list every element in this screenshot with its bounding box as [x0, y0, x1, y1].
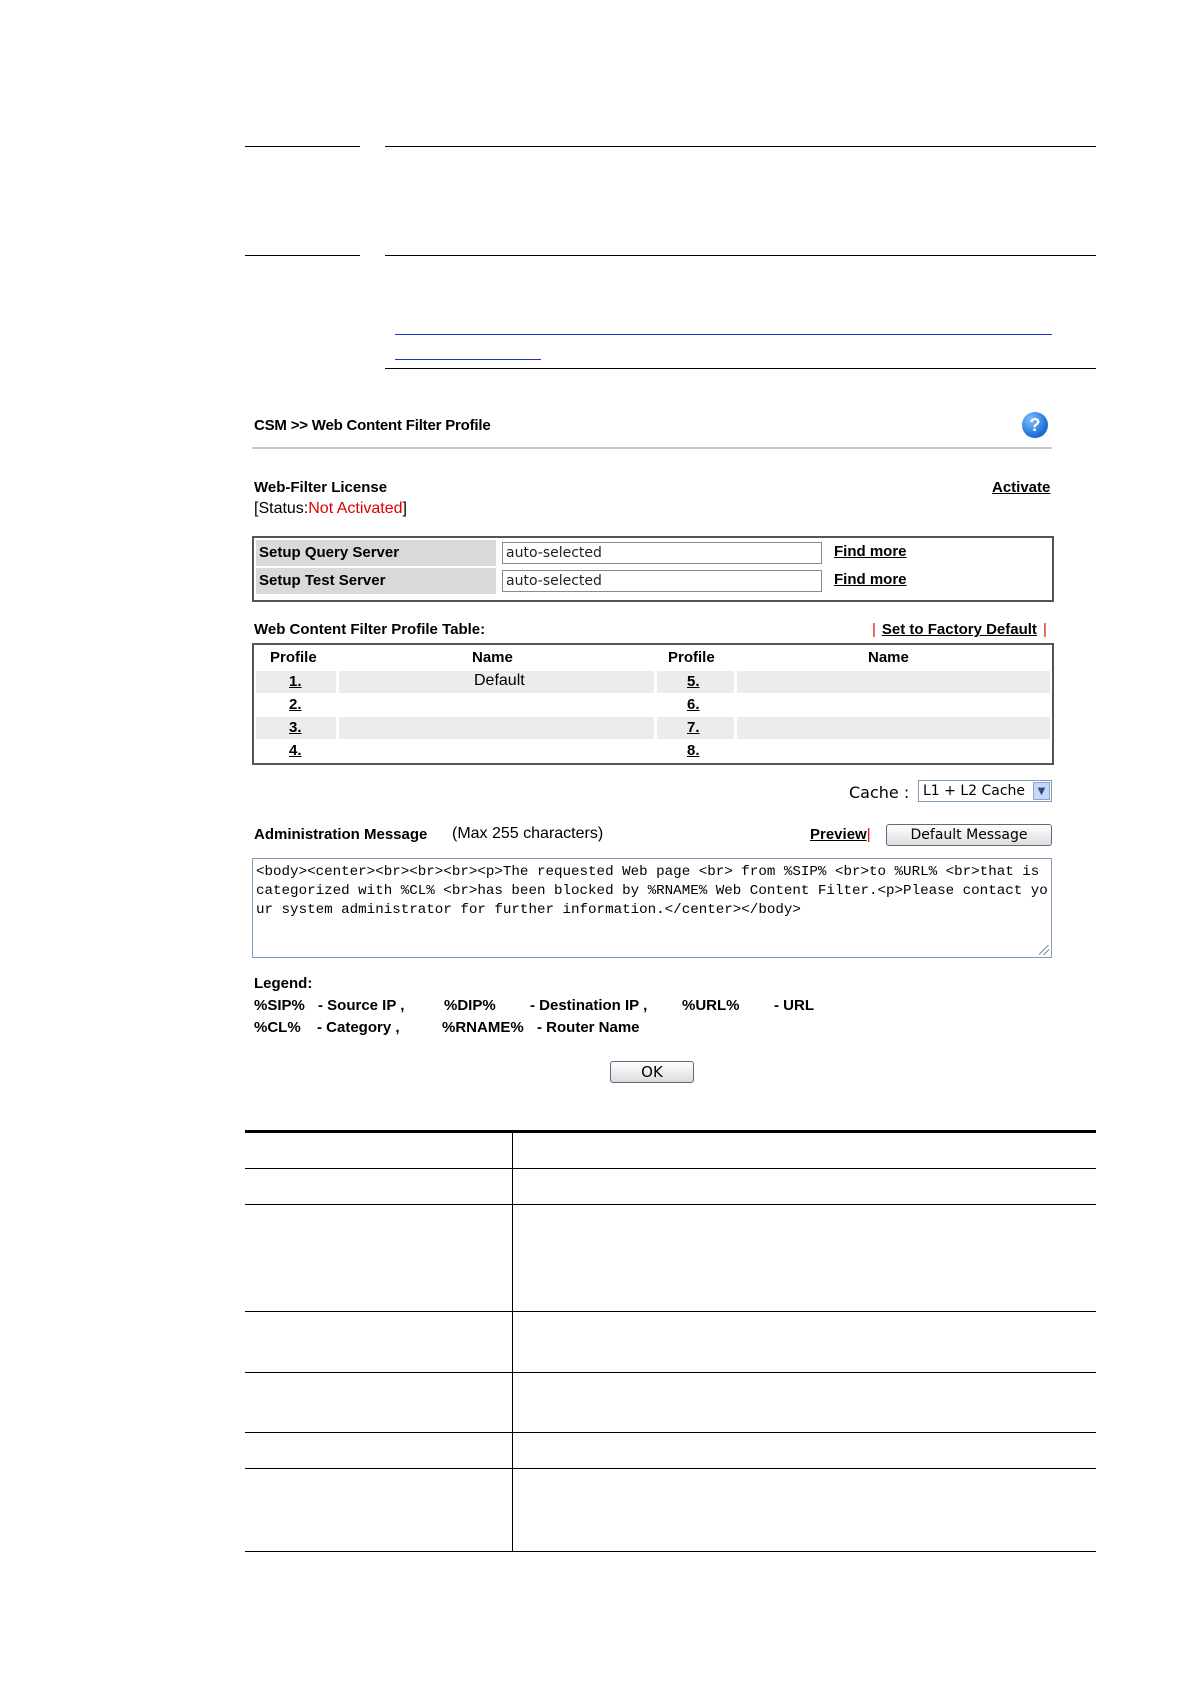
- test-server-row: [256, 568, 1050, 594]
- desc-table-rule: [245, 1204, 1096, 1205]
- cell-divider: [336, 717, 339, 739]
- desc-table-rule: [245, 1432, 1096, 1433]
- doc-rule-2b: [385, 255, 1096, 256]
- profile-link-7[interactable]: 7.: [687, 719, 700, 736]
- profile-table: [252, 643, 1054, 765]
- cell-divider: [734, 671, 737, 693]
- profile-link-1[interactable]: 1.: [289, 673, 302, 690]
- resize-grip-icon[interactable]: [1039, 945, 1049, 955]
- header-profile-right: Profile: [668, 649, 715, 666]
- header-name-left: Name: [472, 649, 513, 666]
- license-status: [254, 500, 407, 518]
- status-value: Not Activated: [308, 500, 403, 517]
- separator: |: [866, 826, 871, 843]
- default-message-button[interactable]: Default Message: [886, 824, 1052, 846]
- preview-group: [810, 826, 871, 843]
- profile-table-label: Web Content Filter Profile Table:: [254, 621, 486, 638]
- legend-title: Legend:: [254, 975, 313, 992]
- desc-table-rule: [245, 1168, 1096, 1169]
- cache-selected-value: L1 + L2 Cache: [923, 783, 1026, 799]
- test-server-find-more-link[interactable]: Find more: [834, 571, 907, 588]
- admin-message-label: Administration Message: [254, 826, 428, 843]
- factory-default-group: [872, 621, 1047, 638]
- cell-divider: [654, 671, 657, 693]
- legend-code-dip: %DIP%: [444, 997, 496, 1014]
- desc-table-rule: [245, 1311, 1096, 1312]
- desc-table-column-divider: [512, 1131, 513, 1551]
- doc-rule-1a: [245, 146, 360, 147]
- table-row: [256, 671, 1050, 693]
- ok-button[interactable]: OK: [610, 1061, 694, 1083]
- preview-link[interactable]: Preview: [810, 826, 867, 843]
- admin-message-text: <body><center><br><br><br><p>The requested Web page <br> from %SIP% <br>to %URL% <br>that is categorized with %CL% <br>has been blocked by %RNAME% Web Content Filter.<p>Please contact your system administrator for further information.</center></body>: [256, 864, 1048, 918]
- chevron-down-icon[interactable]: ▼: [1033, 782, 1050, 800]
- set-factory-default-link[interactable]: Set to Factory Default: [881, 621, 1037, 638]
- status-prefix: [Status:: [254, 500, 309, 517]
- profile-link-8[interactable]: 8.: [687, 742, 700, 759]
- profile-link-4[interactable]: 4.: [289, 742, 302, 759]
- query-server-find-more-link[interactable]: Find more: [834, 543, 907, 560]
- legend-desc-url: - URL: [774, 997, 814, 1014]
- admin-message-textarea[interactable]: [252, 858, 1052, 958]
- cache-label: Cache :: [849, 783, 910, 802]
- legend-code-cl: %CL%: [254, 1019, 301, 1036]
- status-suffix: ]: [402, 500, 407, 517]
- test-server-label: Setup Test Server: [256, 568, 496, 594]
- doc-hyperlink-underline-2[interactable]: [395, 359, 541, 360]
- legend-desc-rname: - Router Name: [537, 1019, 640, 1036]
- cell-divider: [734, 717, 737, 739]
- profile-link-6[interactable]: 6.: [687, 696, 700, 713]
- legend-code-sip: %SIP%: [254, 997, 305, 1014]
- legend-desc-sip: - Source IP ,: [318, 997, 405, 1014]
- profile-link-5[interactable]: 5.: [687, 673, 700, 690]
- legend-desc-cl: - Category ,: [317, 1019, 400, 1036]
- query-server-row: [256, 540, 1050, 566]
- separator: |: [1042, 621, 1047, 638]
- cell-divider: [336, 671, 339, 693]
- legend-code-rname: %RNAME%: [442, 1019, 524, 1036]
- page-title: CSM >> Web Content Filter Profile: [254, 417, 491, 434]
- help-icon[interactable]: ?: [1022, 412, 1048, 438]
- doc-rule-2a: [245, 255, 360, 256]
- header-profile-left: Profile: [270, 649, 317, 666]
- doc-rule-3: [385, 368, 1096, 369]
- cache-select[interactable]: [918, 780, 1052, 802]
- desc-table-rule: [245, 1468, 1096, 1469]
- table-row: [256, 694, 1050, 716]
- desc-table-rule: [245, 1372, 1096, 1373]
- doc-rule-1b: [385, 146, 1096, 147]
- profile-link-3[interactable]: 3.: [289, 719, 302, 736]
- doc-hyperlink-underline-1[interactable]: [395, 334, 1052, 335]
- separator: |: [872, 621, 876, 638]
- cell-divider: [654, 717, 657, 739]
- table-row: [256, 740, 1050, 762]
- title-divider: [252, 447, 1052, 449]
- license-label: Web-Filter License: [254, 479, 388, 496]
- profile-name-1: Default: [474, 672, 525, 689]
- legend-desc-dip: - Destination IP ,: [530, 997, 648, 1014]
- legend-code-url: %URL%: [682, 997, 740, 1014]
- table-row: [256, 717, 1050, 739]
- test-server-input[interactable]: [502, 570, 822, 592]
- desc-table-top-rule: [245, 1130, 1096, 1133]
- activate-link[interactable]: Activate: [992, 479, 1051, 496]
- profile-link-2[interactable]: 2.: [289, 696, 302, 713]
- query-server-label: Setup Query Server: [256, 540, 496, 566]
- server-settings-box: [252, 536, 1054, 602]
- query-server-input[interactable]: [502, 542, 822, 564]
- admin-message-max-note: (Max 255 characters): [452, 825, 604, 842]
- web-content-filter-panel: [252, 400, 1058, 1090]
- header-name-right: Name: [868, 649, 909, 666]
- desc-table-bottom-rule: [245, 1551, 1096, 1552]
